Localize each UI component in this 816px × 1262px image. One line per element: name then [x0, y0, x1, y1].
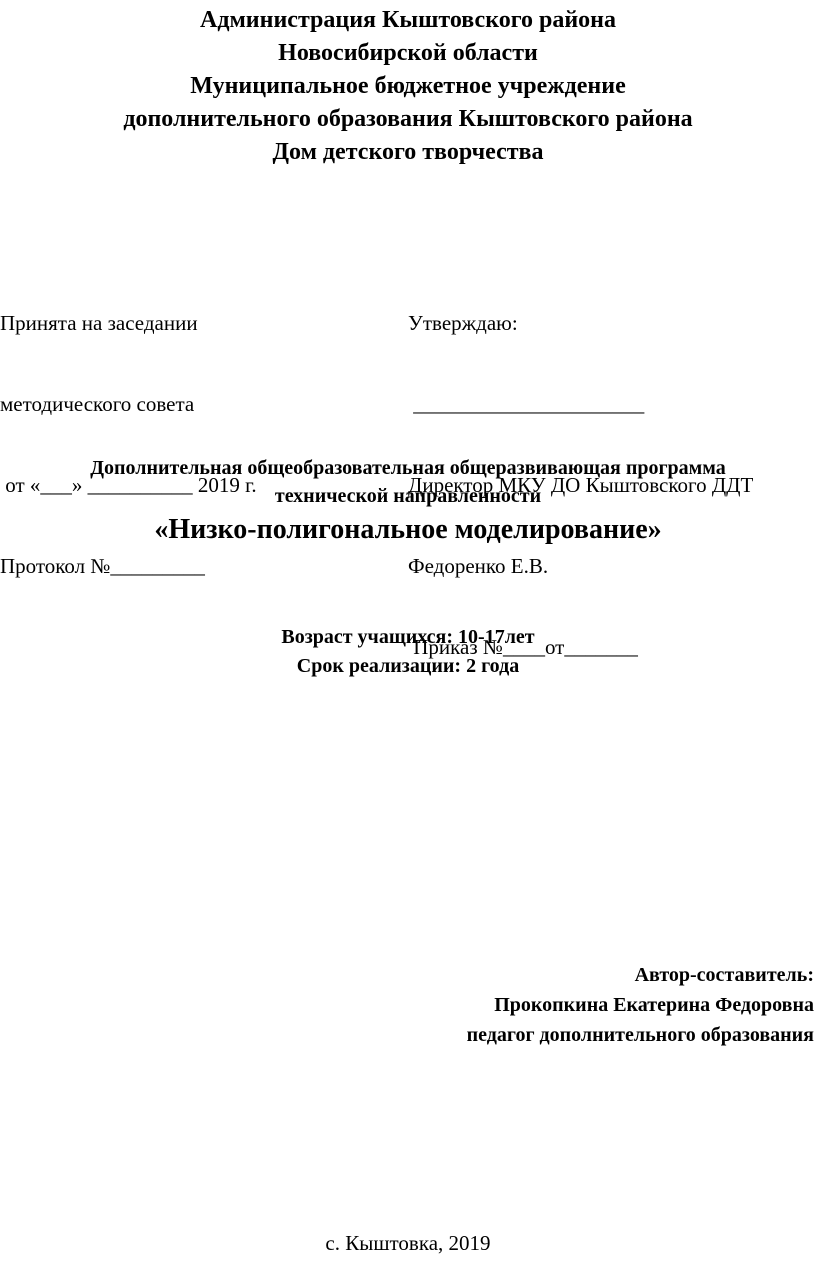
- author-name: Прокопкина Екатерина Федоровна: [494, 994, 814, 1016]
- header-line-institution: Муниципальное бюджетное учреждение: [190, 73, 626, 99]
- header-line-region: Новосибирской области: [278, 40, 538, 66]
- adoption-line-protocol: Протокол №_________: [0, 554, 205, 578]
- adoption-line-meeting: Принята на заседании: [0, 311, 198, 335]
- approval-line-director-name: Федоренко Е.В.: [408, 554, 549, 578]
- author-position: педагог дополнительного образования: [466, 1024, 814, 1046]
- program-type: Дополнительная общеобразовательная общеразвивающая программа: [90, 457, 726, 479]
- author-block: [467, 960, 814, 1050]
- approval-line-signature: ______________________: [408, 392, 645, 416]
- adoption-line-council: методического совета: [0, 392, 195, 416]
- approval-line-approve: Утверждаю:: [408, 311, 518, 335]
- approval-line-director: Директор МКУ ДО Кыштовского ДДТ: [408, 473, 754, 497]
- program-name: «Низко-полигональное моделирование»: [154, 514, 662, 545]
- header-line-house: Дом детского творчества: [272, 139, 544, 165]
- header-line-administration: Администрация Кыштовского района: [199, 7, 617, 33]
- adoption-block: [0, 256, 257, 607]
- student-age: Возраст учащихся: 10-17лет: [281, 626, 535, 648]
- program-title-block: [0, 454, 816, 550]
- approval-line-order: Приказ №____от_______: [408, 635, 638, 659]
- header-line-education: дополнительного образования Кыштовского района: [123, 106, 693, 132]
- adoption-line-date: от «___» __________ 2019 г.: [0, 473, 257, 497]
- implementation-term: Срок реализации: 2 года: [296, 655, 520, 677]
- program-info-block: [0, 623, 816, 681]
- program-orientation: технической направленности: [274, 485, 542, 507]
- place-year: с. Кыштовка, 2019: [325, 1231, 491, 1255]
- organization-header: [0, 4, 816, 169]
- author-label: Автор-составитель:: [634, 964, 814, 986]
